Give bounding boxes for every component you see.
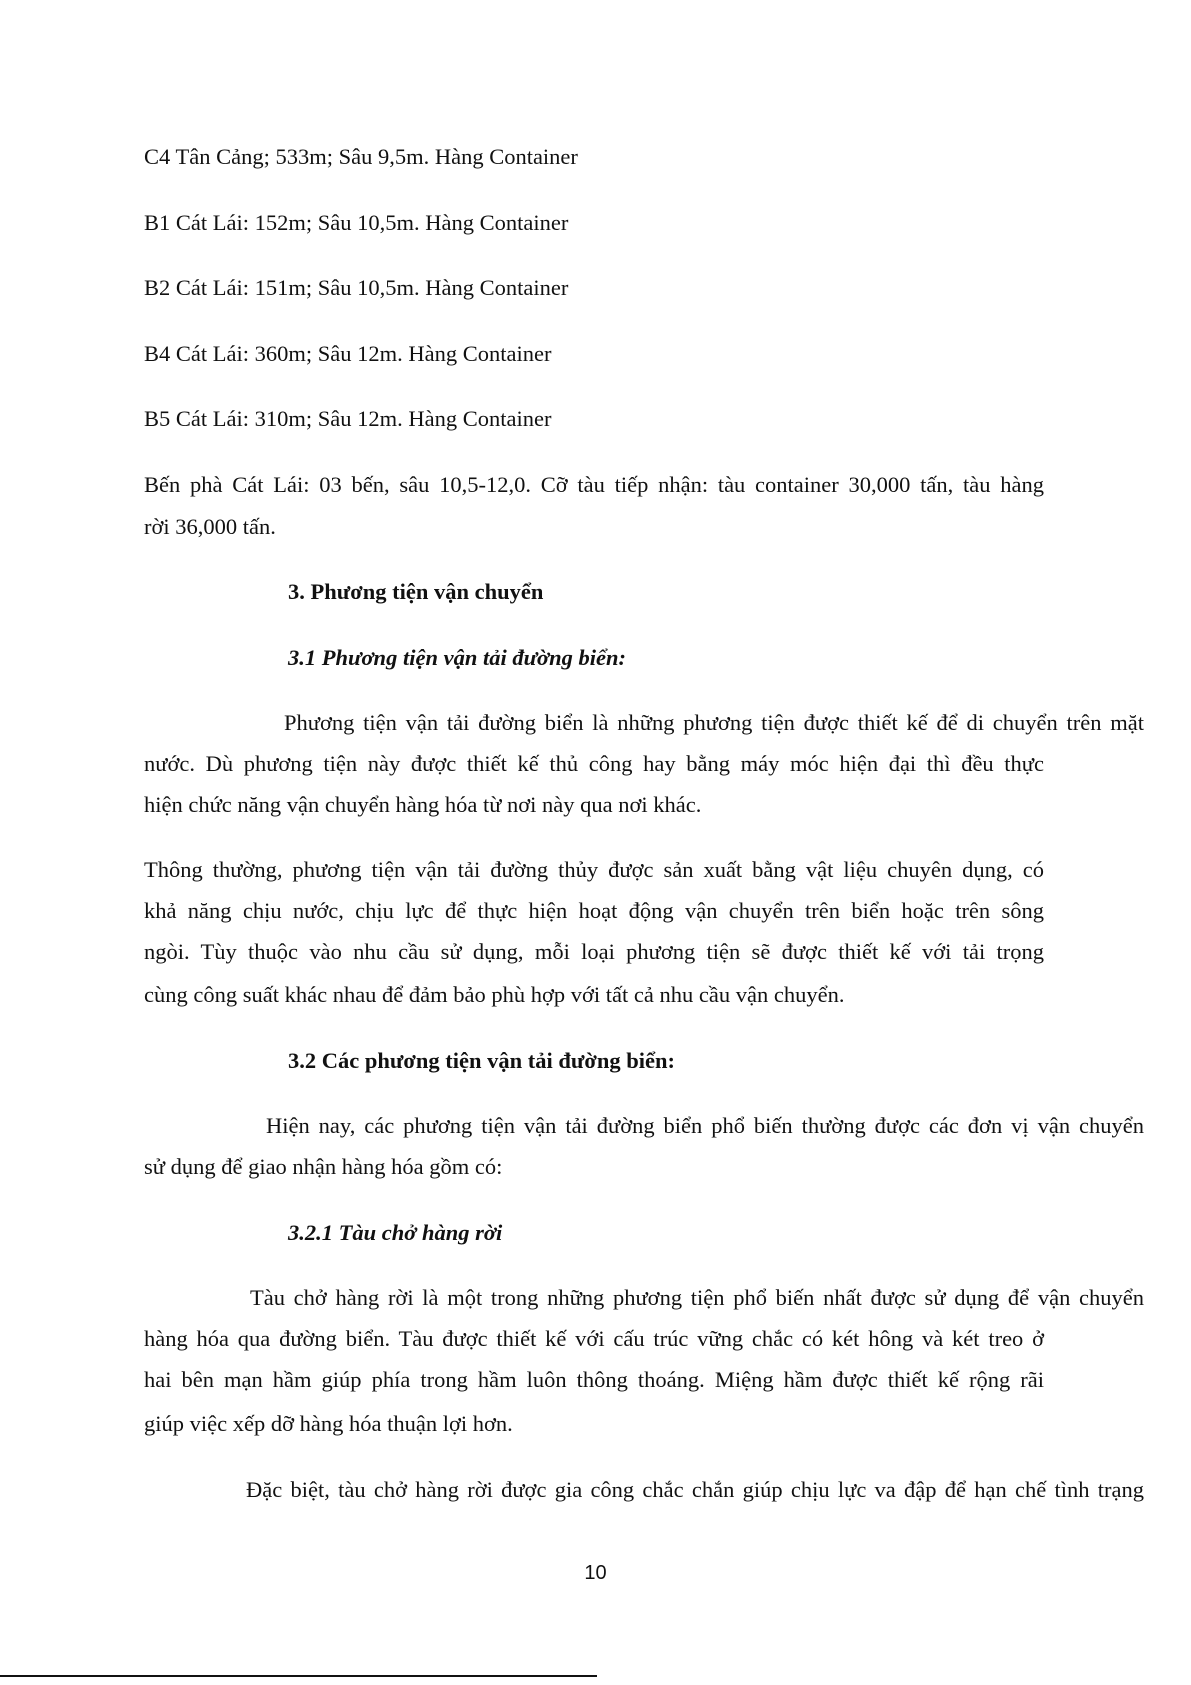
para-3-1-line-3: hiện chức năng vận chuyển hàng hóa từ nơi này qua nơi khác. <box>144 792 702 817</box>
para-3-2-1-line-1: Tàu chở hàng rời là một trong những phương tiện phổ biến nhất được sử dụng để vận chuyển <box>250 1285 1144 1310</box>
berth-line-b2: B2 Cát Lái: 151m; Sâu 10,5m. Hàng Container <box>144 275 569 300</box>
footer-divider <box>0 1675 597 1677</box>
para-3-1b-line-1: Thông thường, phương tiện vận tải đường thủy được sản xuất bằng vật liệu chuyên dụng, có <box>144 857 1044 882</box>
para-3-2-line-1: Hiện nay, các phương tiện vận tải đường biển phổ biến thường được các đơn vị vận chuyển <box>266 1113 1144 1138</box>
section-3-heading: 3. Phương tiện vận chuyển <box>288 579 544 604</box>
para-3-1b-line-2: khả năng chịu nước, chịu lực để thực hiện hoạt động vận chuyển trên biển hoặc trên sông <box>144 898 1044 923</box>
para-3-1b-line-4: cùng công suất khác nhau để đảm bảo phù hợp với tất cả nhu cầu vận chuyển. <box>144 982 845 1007</box>
para-3-1b-line-3: ngòi. Tùy thuộc vào nhu cầu sử dụng, mỗi loại phương tiện sẽ được thiết kế với tải trọng <box>144 939 1044 964</box>
berth-line-c4: C4 Tân Cảng; 533m; Sâu 9,5m. Hàng Container <box>144 144 578 169</box>
para-3-2-1-line-2: hàng hóa qua đường biển. Tàu được thiết kế với cấu trúc vững chắc có két hông và két treo ở <box>144 1326 1044 1351</box>
section-3-2-heading: 3.2 Các phương tiện vận tải đường biển: <box>288 1048 675 1073</box>
para-3-2-1b-line-1: Đặc biệt, tàu chở hàng rời được gia công chắc chắn giúp chịu lực va đập để hạn chế tình trạng <box>246 1477 1144 1502</box>
ferry-line-1: Bến phà Cát Lái: 03 bến, sâu 10,5-12,0. Cỡ tàu tiếp nhận: tàu container 30,000 tấn, tàu hàng <box>144 472 1044 497</box>
para-3-2-1-line-4: giúp việc xếp dỡ hàng hóa thuận lợi hơn. <box>144 1411 513 1436</box>
para-3-1-line-1: Phương tiện vận tải đường biển là những phương tiện được thiết kế để di chuyển trên mặt <box>284 710 1144 735</box>
berth-line-b1: B1 Cát Lái: 152m; Sâu 10,5m. Hàng Container <box>144 210 569 235</box>
para-3-2-line-2: sử dụng để giao nhận hàng hóa gồm có: <box>144 1154 503 1179</box>
section-3-2-1-heading: 3.2.1 Tàu chở hàng rời <box>288 1220 503 1245</box>
berth-line-b5: B5 Cát Lái: 310m; Sâu 12m. Hàng Container <box>144 406 552 431</box>
page-number: 10 <box>584 1562 607 1584</box>
ferry-line-2: rời 36,000 tấn. <box>144 514 276 539</box>
section-3-1-heading: 3.1 Phương tiện vận tải đường biển: <box>288 645 627 670</box>
para-3-2-1-line-3: hai bên mạn hầm giúp phía trong hầm luôn thông thoáng. Miệng hầm được thiết kế rộng rãi <box>144 1367 1044 1392</box>
para-3-1-line-2: nước. Dù phương tiện này được thiết kế thủ công hay bằng máy móc hiện đại thì đều thực <box>144 751 1044 776</box>
berth-line-b4: B4 Cát Lái: 360m; Sâu 12m. Hàng Container <box>144 341 552 366</box>
